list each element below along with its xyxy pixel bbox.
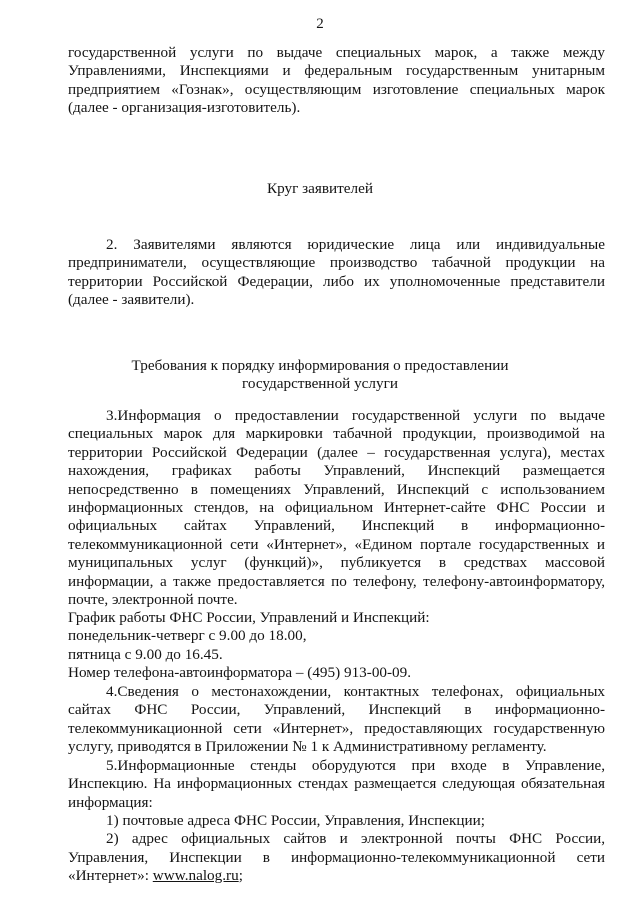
text-line: предприниматели, осуществляющие производство табачной продукции на: [68, 254, 605, 272]
list-item-2-last-line: [68, 867, 605, 885]
text-line: 3.Информация о предоставлении государственной услуги по выдаче: [106, 407, 605, 424]
text-line: 2) адрес официальных сайтов и электронной почты ФНС России,: [106, 830, 605, 848]
text-line: территории Российской Федерации, либо их уполномоченные представители: [68, 272, 605, 290]
text-line: почте, электронной почте.: [68, 590, 238, 608]
text-line: сайтах ФНС России, Управлений, Инспекций в информационно-: [68, 701, 605, 719]
paragraph-4: [68, 683, 605, 757]
text-line: непосредственно в помещениях Управлений, Инспекций с использованием: [68, 480, 605, 498]
schedule-fri: пятница с 9.00 до 16.45.: [68, 645, 223, 663]
text-line: информационных стендов, на официальном Интернет-сайте ФНС России и: [68, 498, 605, 516]
intro-paragraph: [68, 44, 605, 118]
paragraph-2: [68, 236, 605, 310]
text-line: Управления, Инспекции в информационно-телекоммуникационной сети: [68, 848, 605, 866]
text-line: 4.Сведения о местонахождении, контактных телефонах, официальных: [106, 683, 605, 700]
heading-applicants: Круг заявителей: [267, 180, 373, 197]
text-span: ;: [238, 867, 243, 885]
page-number: 2: [316, 16, 324, 32]
schedule-mon-thu: понедельник-четверг с 9.00 до 18.00,: [68, 627, 307, 645]
text-line: официальных сайтах Управлений, Инспекций в информационно-: [68, 517, 605, 535]
text-line: специальных марок для маркировки табачной продукции, производимой на: [68, 425, 605, 443]
text-line: территории Российской Федерации (далее – государственная услуга), местах: [68, 443, 605, 461]
text-line: нахождения, графиках работы Управлений, Инспекций размещается: [68, 462, 605, 480]
text-line: (далее - заявители).: [68, 291, 195, 309]
text-line: (далее - организация-изготовитель).: [68, 99, 301, 117]
info-list: [68, 812, 605, 886]
text-line: 5.Информационные стенды оборудуются при входе в Управление,: [106, 757, 605, 774]
heading-requirements: [0, 357, 640, 394]
paragraph-5: [68, 757, 605, 812]
text-line: телекоммуникационной сети «Интернет», предоставляющих государственную: [68, 719, 605, 737]
text-line: государственной услуги по выдаче специальных марок, а также между: [68, 44, 605, 61]
text-line: информации, а также предоставляется по телефону, телефону-автоинформатору,: [68, 572, 605, 590]
text-line: информация:: [68, 793, 153, 811]
schedule-title: График работы ФНС России, Управлений и Инспекций:: [68, 609, 430, 626]
text-span: «Интернет»:: [68, 867, 153, 885]
heading-line: Требования к порядку информирования о предоставлении: [131, 357, 509, 374]
text-line: муниципальных услуг (функций)», публикуется в средствах массовой: [68, 554, 605, 572]
text-line: 2. Заявителями являются юридические лица или индивидуальные: [106, 236, 605, 253]
text-line: предприятием «Гознак», осуществляющим изготовление специальных марок: [68, 80, 605, 98]
text-line: Инспекцию. На информационных стендах размещается следующая обязательная: [68, 775, 605, 793]
text-line: услугу, приводятся в Приложении № 1 к Административному регламенту.: [68, 738, 547, 756]
autoinformer-phone: Номер телефона-автоинформатора – (495) 913-00-09.: [68, 664, 412, 682]
heading-line: государственной услуги: [242, 375, 398, 393]
nalog-site-link[interactable]: www.nalog.ru: [152, 867, 239, 885]
list-item-1: 1) почтовые адреса ФНС России, Управления, Инспекции;: [106, 812, 485, 829]
schedule-block: [68, 609, 605, 683]
text-line: телекоммуникационной сети «Интернет», «Едином портале государственных и: [68, 535, 605, 553]
paragraph-3: [68, 407, 605, 609]
text-line: Управлениями, Инспекциями и федеральным государственным унитарным: [68, 62, 605, 80]
